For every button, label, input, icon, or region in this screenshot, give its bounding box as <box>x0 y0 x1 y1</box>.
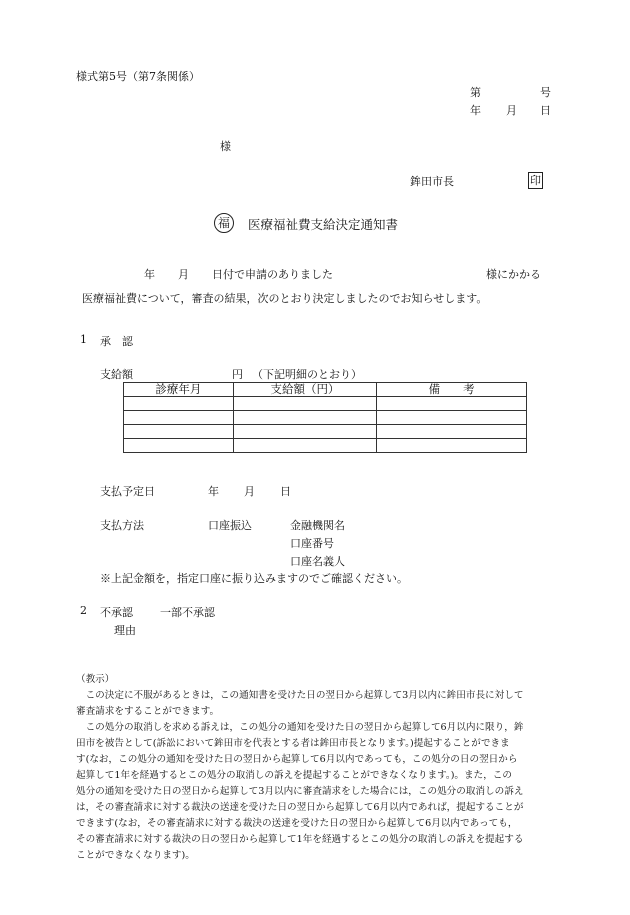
amount-unit: 円 <box>232 368 243 381</box>
notice-line: 起算して1年を経過するとこの処分の取消しの訴えを提起することができなくなります。)。また，この <box>76 770 512 781</box>
header-payment-amount: 支給額（円） <box>233 383 377 397</box>
bank-name-label: 金融機関名 <box>290 519 345 532</box>
seal-mark: 印 <box>530 174 541 187</box>
table-row <box>124 411 527 425</box>
section1-number: 1 <box>80 333 87 346</box>
account-holder-label: 口座名義人 <box>290 555 345 568</box>
notice-line: ことができなくなります)。 <box>76 850 195 861</box>
partial-rejection: 一部不承認 <box>160 606 215 619</box>
date-day: 日 <box>540 104 551 117</box>
notice-line: 審査請求をすることができます。 <box>76 706 220 717</box>
intro-regarding: 様にかかる <box>486 268 541 281</box>
intro-applied: 日付で申請のありました <box>212 268 333 281</box>
header-remarks: 備 考 <box>377 383 527 397</box>
table-row <box>124 439 527 453</box>
account-number-label: 口座番号 <box>290 537 334 550</box>
notice-line: 処分の通知を受けた日の翌日から起算して3月以内に審査請求をした場合には，この処分の取消しの訴え <box>76 786 524 797</box>
table-row <box>124 425 527 439</box>
detail-table <box>123 382 527 453</box>
transfer-note: ※上記金額を，指定口座に振り込みますのでご確認ください。 <box>100 572 408 585</box>
notice-line: その審査請求に対する裁決の日の翌日から起算して1年を経過するとこの処分の取消しの訴えを提起する <box>76 834 524 845</box>
amount-note: （下記明細のとおり） <box>252 368 362 381</box>
payment-method-label: 支払方法 <box>100 519 144 532</box>
date-month: 月 <box>506 104 517 117</box>
notice-line: できます(なお，その審査請求に対する裁決の送達を受けた日の翌日から起算して6月以内であっても， <box>76 818 518 829</box>
payment-year: 年 <box>208 485 219 498</box>
amount-label: 支給額 <box>100 368 133 381</box>
intro-month: 月 <box>178 268 189 281</box>
addressee-suffix: 様 <box>220 140 231 153</box>
payment-day: 日 <box>280 485 291 498</box>
issuer-name: 鉾田市長 <box>410 175 454 188</box>
doc-number-dai: 第 <box>470 86 481 99</box>
notice-line: この処分の取消しを求める訴えは，この処分の通知を受けた日の翌日から起算して6月以内に限り，鉾 <box>76 722 524 733</box>
date-year: 年 <box>470 104 481 117</box>
section2-heading: 不承認 <box>100 606 133 619</box>
payment-month: 月 <box>244 485 255 498</box>
notice-heading: （教示） <box>76 674 115 685</box>
doc-number-go: 号 <box>540 86 551 99</box>
intro-year: 年 <box>144 268 155 281</box>
notice-line: す(なお，この処分の通知を受けた日の翌日から起算して6月以内であっても，この処分の日の翌日から <box>76 754 518 765</box>
notice-line: 田市を被告として(訴訟において鉾田市を代表とする者は鉾田市長となります。)提起することができま <box>76 738 510 749</box>
table-header-row <box>124 383 527 397</box>
payment-date-label: 支払予定日 <box>100 485 155 498</box>
section2-number: 2 <box>80 604 87 617</box>
payment-method-value: 口座振込 <box>208 519 252 532</box>
form-number: 様式第5号（第7条関係） <box>76 70 200 83</box>
header-treatment-month: 診療年月 <box>124 383 234 397</box>
section1-heading: 承 認 <box>100 335 133 348</box>
document-title: 医療福祉費支給決定通知書 <box>248 217 399 232</box>
welfare-mark-icon: 福 <box>214 213 234 233</box>
rejection-reason-label: 理由 <box>114 624 136 637</box>
appeal-notice <box>76 672 562 864</box>
intro-line2: 医療福祉費について，審査の結果，次のとおり決定しましたのでお知らせします。 <box>82 292 488 305</box>
table-row <box>124 397 527 411</box>
notice-line: この決定に不服があるときは，この通知書を受けた日の翌日から起算して3月以内に鉾田市長に対して <box>76 690 524 701</box>
notice-line: は，その審査請求に対する裁決の送達を受けた日の翌日から起算して6月以内であれば，提起することが <box>76 802 524 813</box>
